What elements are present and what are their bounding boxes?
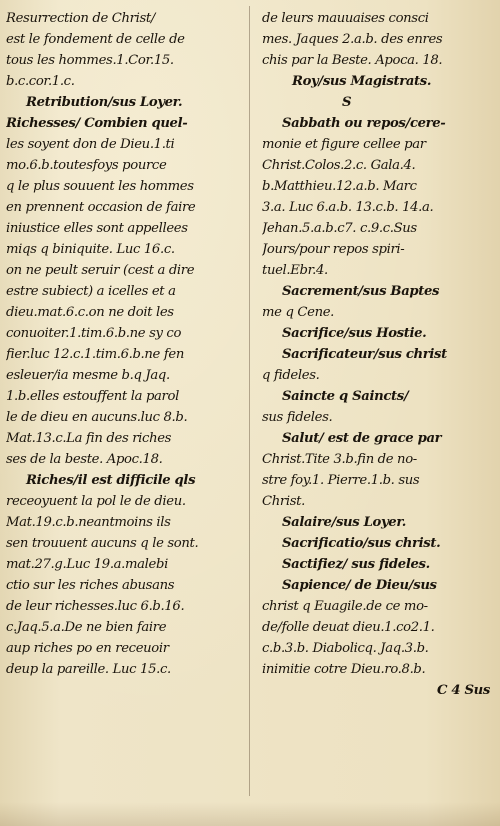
text-line: estre subiect) a icelles et a: [6, 284, 176, 299]
text-line: ses de la beste. Apoc.18.: [6, 452, 163, 467]
text-line: est le fondement de celle de: [6, 32, 185, 47]
text-line: le de dieu en aucuns.luc 8.b.: [6, 410, 188, 425]
entry-heading: Salut/ est de grace par: [282, 431, 442, 446]
text-line: mat.27.g.Luc 19.a.malebi: [6, 557, 168, 572]
text-line: esleuer/ia mesme b.q Jaq.: [6, 368, 170, 383]
text-line: mes. Jaques 2.a.b. des enres: [262, 32, 443, 47]
text-line: ctio sur les riches abusans: [6, 578, 175, 593]
text-line: chis par la Beste. Apoca. 18.: [262, 53, 443, 68]
text-line: sen trouuent aucuns q le sont.: [6, 536, 199, 551]
page-edge-shadow: [0, 802, 500, 826]
text-line: on ne peult seruir (cest a dire: [6, 263, 195, 278]
text-line: de leur richesses.luc 6.b.16.: [6, 599, 185, 614]
text-line: 3.a. Luc 6.a.b. 13.c.b. 14.a.: [262, 200, 434, 215]
text-line: q fideles.: [262, 368, 320, 383]
entry-heading: Sacrificatio/sus christ.: [282, 536, 441, 551]
text-line: dieu.mat.6.c.on ne doit les: [6, 305, 174, 320]
signature-catchword: C 4 Sus: [437, 683, 490, 698]
text-line: en prennent occasion de faire: [6, 200, 196, 215]
right-column: [262, 8, 496, 701]
text-line: inimitie cotre Dieu.ro.8.b.: [262, 662, 426, 677]
entry-heading: Riches/il est difficile qls: [26, 473, 196, 488]
text-line: aup riches po en receuoir: [6, 641, 169, 656]
entry-heading: Sacrificateur/sus christ: [282, 347, 447, 362]
entry-heading: Saincte q Saincts/: [282, 389, 409, 404]
text-line: deup la pareille. Luc 15.c.: [6, 662, 171, 677]
text-line: conuoiter.1.tim.6.b.ne sy co: [6, 326, 182, 341]
text-line: receoyuent la pol le de dieu.: [6, 494, 186, 509]
text-line: de leurs mauuaises consci: [262, 11, 429, 26]
text-line: 1.b.elles estouffent la parol: [6, 389, 179, 404]
text-line: q le plus souuent les hommes: [6, 179, 194, 194]
text-line: monie et figure cellee par: [262, 137, 426, 152]
left-column: [6, 8, 242, 680]
entry-heading: Salaire/sus Loyer.: [282, 515, 406, 530]
section-letter: S: [342, 95, 352, 110]
column-divider: [249, 6, 250, 796]
text-line: Jours/pour repos spiri-: [262, 242, 405, 257]
text-line: miqs q biniquite. Luc 16.c.: [6, 242, 175, 257]
entry-heading: Sacrifice/sus Hostie.: [282, 326, 427, 341]
text-line: c.b.3.b. Diabolicq. Jaq.3.b.: [262, 641, 429, 656]
text-line: de/folle deuat dieu.1.co2.1.: [262, 620, 435, 635]
text-line: stre foy.1. Pierre.1.b. sus: [262, 473, 420, 488]
text-line: les soyent don de Dieu.1.ti: [6, 137, 175, 152]
text-line: me q Cene.: [262, 305, 335, 320]
text-line: fier.luc 12.c.1.tim.6.b.ne fen: [6, 347, 184, 362]
text-line: b.c.cor.1.c.: [6, 74, 75, 89]
text-line: sus fideles.: [262, 410, 333, 425]
text-line: c.Jaq.5.a.De ne bien faire: [6, 620, 167, 635]
text-line: tous les hommes.1.Cor.15.: [6, 53, 174, 68]
text-line: Resurrection de Christ/: [6, 11, 155, 26]
text-line: b.Matthieu.12.a.b. Marc: [262, 179, 417, 194]
entry-heading: Retribution/sus Loyer.: [26, 95, 183, 110]
entry-heading: Richesses/ Combien quel-: [6, 116, 188, 131]
entry-heading: Roy/sus Magistrats.: [292, 74, 432, 89]
entry-heading: Sactifiez/ sus fideles.: [282, 557, 430, 572]
text-line: iniustice elles sont appellees: [6, 221, 188, 236]
entry-heading: Sapience/ de Dieu/sus: [282, 578, 437, 593]
text-line: Mat.13.c.La fin des riches: [6, 431, 172, 446]
text-line: christ q Euagile.de ce mo-: [262, 599, 428, 614]
entry-heading: Sabbath ou repos/cere-: [282, 116, 446, 131]
text-line: tuel.Ebr.4.: [262, 263, 328, 278]
text-line: Christ.Tite 3.b.fin de no-: [262, 452, 417, 467]
text-line: Jehan.5.a.b.c7. c.9.c.Sus: [262, 221, 417, 236]
text-line: Mat.19.c.b.neantmoins ils: [6, 515, 171, 530]
text-line: mo.6.b.toutesfoys pource: [6, 158, 167, 173]
text-line: Christ.Colos.2.c. Gala.4.: [262, 158, 416, 173]
text-line: Christ.: [262, 494, 305, 509]
entry-heading: Sacrement/sus Baptes: [282, 284, 440, 299]
